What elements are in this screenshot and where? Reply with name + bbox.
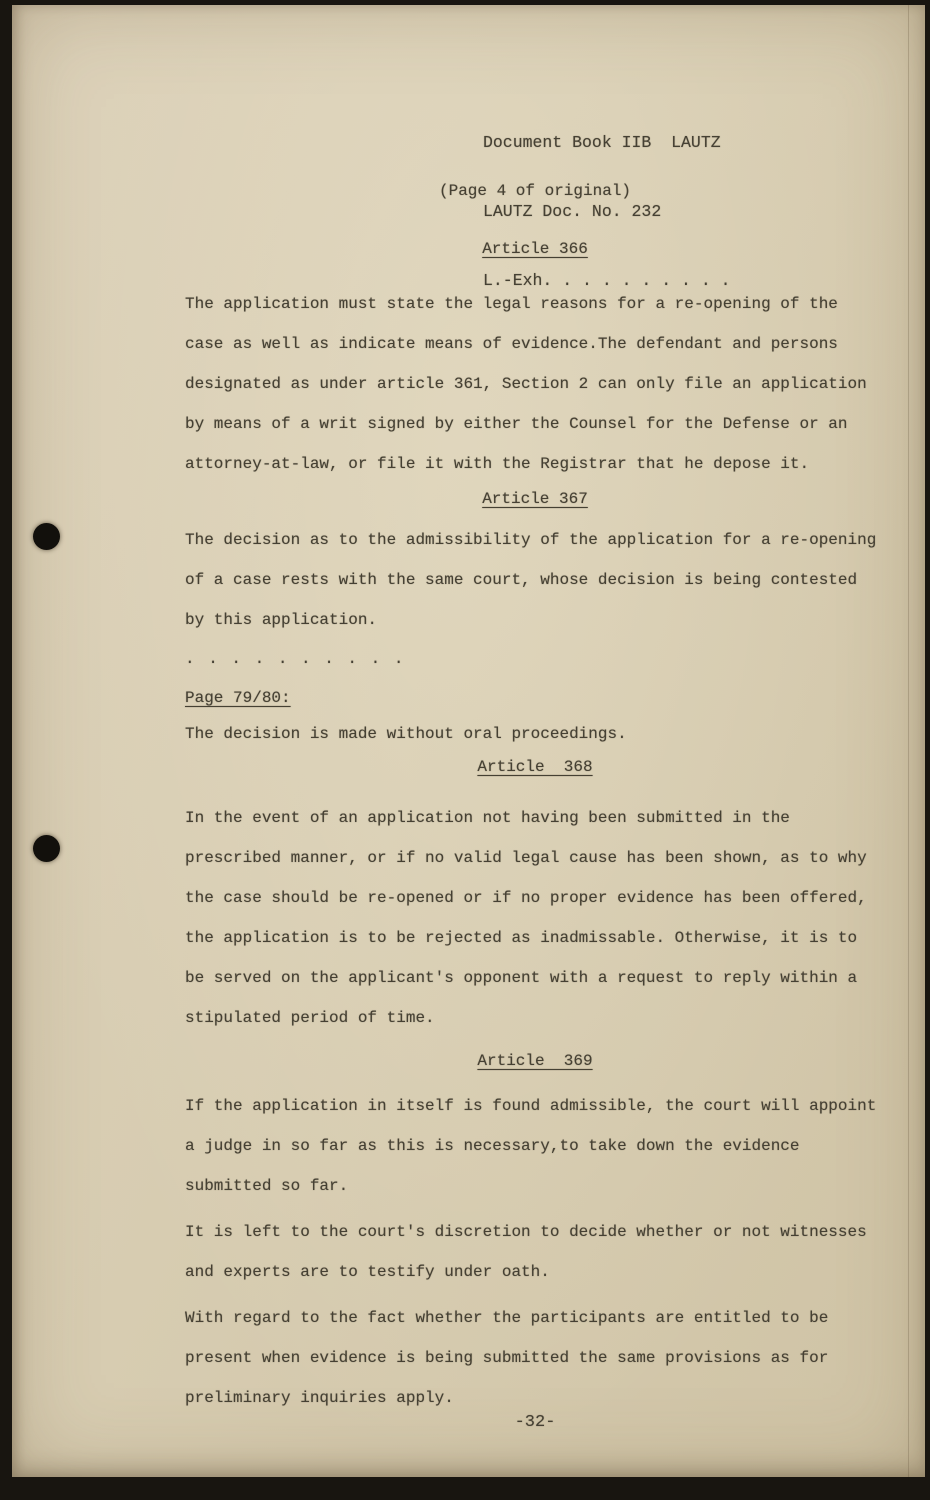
page-reference-title: Page 79/80: <box>185 689 291 707</box>
article-368-title: Article 368 <box>477 758 593 776</box>
article-368-heading <box>185 756 885 778</box>
article-367-heading <box>185 488 885 510</box>
page-reference-text: The decision is made without oral proceedings. <box>185 725 627 743</box>
ellipsis-separator: . . . . . . . . . . <box>185 650 406 668</box>
page-number: -32- <box>514 1413 556 1432</box>
article-369-title: Article 369 <box>477 1052 593 1070</box>
punch-hole-top <box>33 523 60 550</box>
article-367-title: Article 367 <box>482 490 588 508</box>
header-line-document-book: Document Book IIB LAUTZ <box>483 133 721 152</box>
article-369-paragraph-3: With regard to the fact whether the participants are entitled to be present when evidence is being submitted the same provisions as for preliminary inquiries apply. <box>185 1309 838 1407</box>
article-366-heading <box>185 238 885 260</box>
article-369-heading <box>185 1050 885 1072</box>
article-369-paragraph-2: It is left to the court's discretion to decide whether or not witnesses and experts are to testify under oath. <box>185 1223 877 1281</box>
scan-edge-line <box>908 5 909 1477</box>
header-line-doc-number: LAUTZ Doc. No. 232 <box>483 202 662 221</box>
article-367-paragraph: The decision as to the admissibility of the application for a re-opening of a case rests with the same court, whose decision is being contested by this application. <box>185 531 886 629</box>
page-reference-heading <box>185 686 885 710</box>
article-369-paragraph-1: If the application in itself is found admissible, the court will appoint a judge in so far as this is necessary,to take down the evidence submitted so far. <box>185 1097 886 1195</box>
header-line-exhibit: L.-Exh. . . . . . . . . . <box>483 271 731 290</box>
article-368-paragraph: In the event of an application not having been submitted in the prescribed manner, or if no valid legal cause has been shown, as to why the case should be re-opened or if no proper evidence has been offered, the application is to be rejected as inadmissable. Otherwise, it is to be served on the applicant's opponent with a request to reply within a stipulated period of time. <box>185 809 877 1027</box>
scanned-document-page <box>12 5 925 1477</box>
article-366-paragraph: The application must state the legal reasons for a re-opening of the case as well as indicate means of evidence.The defendant and persons designated as under article 361, Section 2 can only file an application by means of a writ signed by either the Counsel for the Defense or an attorney-at-law, or file it with the Registrar that he depose it. <box>185 295 877 473</box>
document-body <box>185 170 885 1418</box>
punch-hole-bottom <box>33 835 60 862</box>
page-of-original-note: (Page 4 of original) <box>438 182 632 200</box>
article-366-title: Article 366 <box>482 240 588 258</box>
